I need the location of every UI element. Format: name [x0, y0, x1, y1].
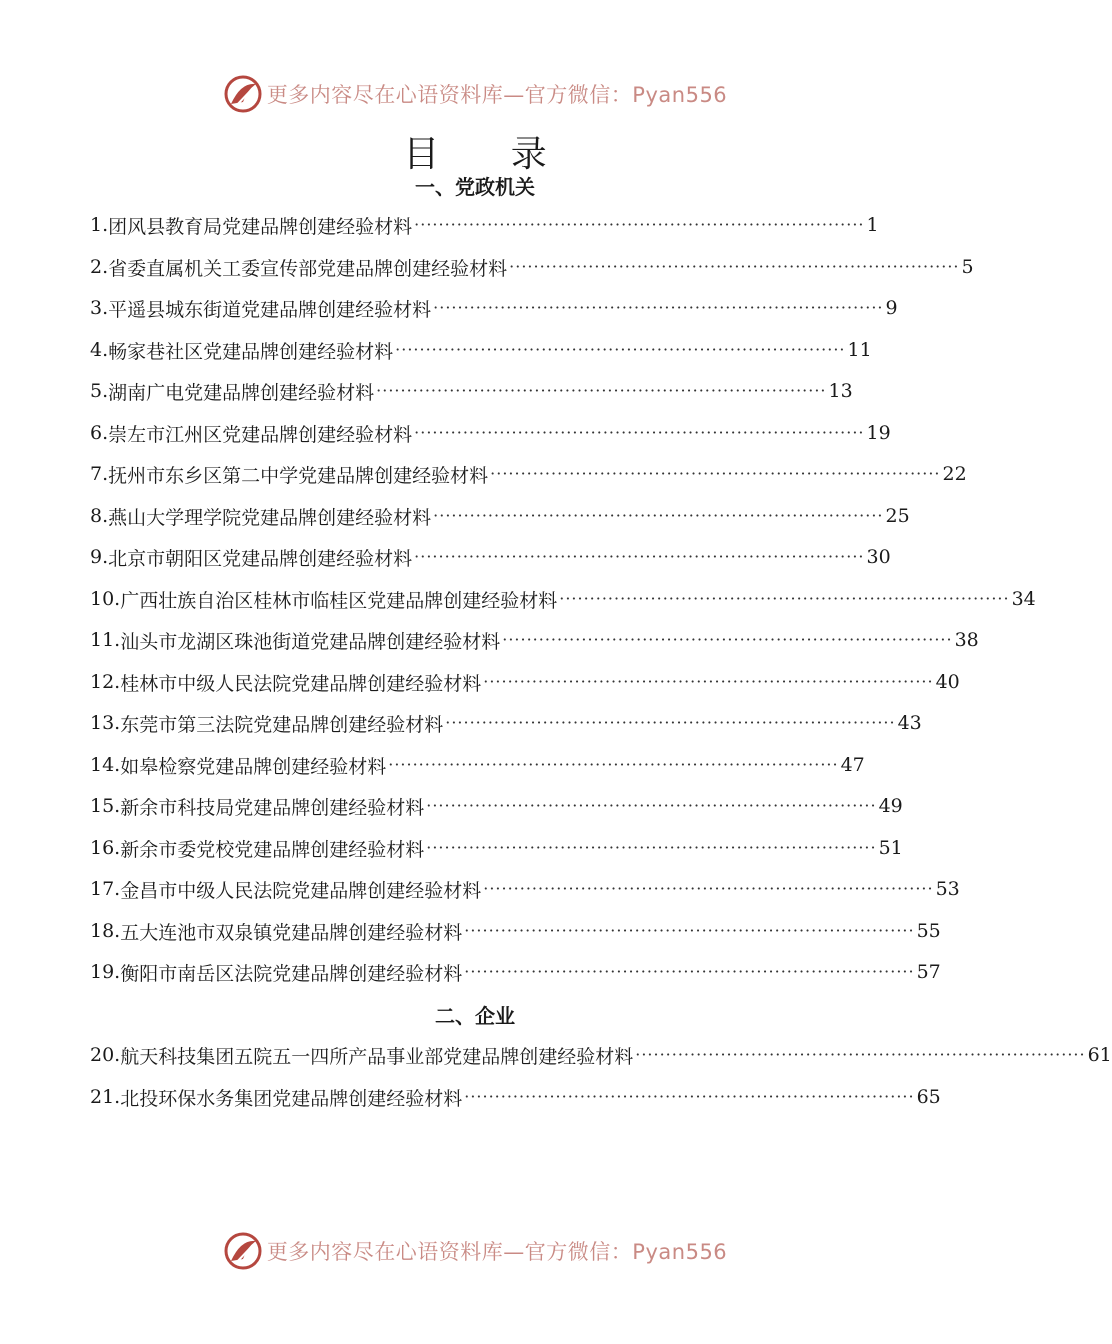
- toc-entry-page: 57: [916, 961, 941, 983]
- toc-entry-number: 19.: [90, 961, 121, 983]
- toc-entry-page: 47: [840, 754, 865, 776]
- toc-entry-page: 13: [828, 380, 853, 402]
- toc-entry[interactable]: [90, 1082, 941, 1112]
- toc-entry-title: 燕山大学理学院党建品牌创建经验材料: [108, 506, 432, 529]
- toc-leader-dots: ··········································································: [414, 215, 865, 234]
- toc-leader-dots: ··········································································: [559, 589, 1010, 608]
- toc-leader-dots: ··········································································: [414, 423, 865, 442]
- toc-entry-page: 30: [866, 546, 891, 568]
- toc-entry-number: 5.: [90, 380, 109, 402]
- toc-entry[interactable]: [90, 584, 1036, 614]
- toc-entry-title: 桂林市中级人民法院党建品牌创建经验材料: [120, 672, 482, 695]
- toc-entry[interactable]: [90, 874, 960, 904]
- toc-entry-number: 14.: [90, 754, 121, 776]
- toc-leader-dots: ··········································································: [483, 672, 934, 691]
- toc-entry-title: 东莞市第三法院党建品牌创建经验材料: [120, 713, 444, 736]
- toc-entry-number: 15.: [90, 795, 121, 817]
- toc-entry-page: 5: [961, 256, 974, 278]
- toc-entry-title: 如皋检察党建品牌创建经验材料: [120, 755, 387, 778]
- toc-leader-dots: ··········································································: [635, 1045, 1086, 1064]
- toc-entry-page: 11: [847, 339, 872, 361]
- toc-entry-number: 8.: [90, 505, 109, 527]
- toc-entry-title: 汕头市龙湖区珠池街道党建品牌创建经验材料: [120, 630, 501, 653]
- section-heading-enterprise: 二、企业: [435, 1004, 515, 1028]
- toc-leader-dots: ··········································································: [426, 838, 877, 857]
- toc-entry-page: 49: [878, 795, 903, 817]
- toc-entry[interactable]: [90, 376, 853, 406]
- toc-entry-title: 新余市委党校党建品牌创建经验材料: [120, 838, 425, 861]
- toc-entry[interactable]: [90, 542, 891, 572]
- toc-leader-dots: ··········································································: [464, 921, 915, 940]
- header-banner: [0, 72, 950, 116]
- footer-banner: [0, 1229, 950, 1273]
- page-title: 目 录: [403, 134, 577, 175]
- toc-entry[interactable]: [90, 625, 979, 655]
- toc-entry-title: 崇左市江州区党建品牌创建经验材料: [108, 423, 413, 446]
- toc-entry[interactable]: [90, 1040, 1112, 1070]
- toc-entry-number: 10.: [90, 588, 121, 610]
- toc-entry-number: 18.: [90, 920, 121, 942]
- toc-leader-dots: ··········································································: [483, 879, 934, 898]
- toc-entry-title: 团风县教育局党建品牌创建经验材料: [108, 215, 413, 238]
- footer-banner-text: 更多内容尽在心语资料库—官方微信：Pyan556: [266, 1240, 728, 1264]
- toc-entry-number: 6.: [90, 422, 109, 444]
- toc-entry[interactable]: [90, 501, 910, 531]
- logo-icon: [223, 74, 263, 114]
- toc-entry-title: 抚州市东乡区第二中学党建品牌创建经验材料: [108, 464, 489, 487]
- toc-entry-page: 25: [885, 505, 910, 527]
- toc-entry-number: 1.: [90, 214, 109, 236]
- toc-entry-number: 3.: [90, 297, 109, 319]
- toc-entry-page: 53: [935, 878, 960, 900]
- toc-entry-page: 38: [954, 629, 979, 651]
- toc-entry-number: 11.: [90, 629, 121, 651]
- toc-entry-number: 2.: [90, 256, 109, 278]
- toc-entry-title: 畅家巷社区党建品牌创建经验材料: [108, 340, 394, 363]
- toc-entry-page: 34: [1011, 588, 1036, 610]
- toc-entry-page: 51: [878, 837, 903, 859]
- toc-entry-page: 9: [885, 297, 898, 319]
- toc-leader-dots: ··········································································: [414, 547, 865, 566]
- toc-entry-page: 65: [916, 1086, 941, 1108]
- toc-entry-title: 衡阳市南岳区法院党建品牌创建经验材料: [120, 962, 463, 985]
- toc-entry-title: 北投环保水务集团党建品牌创建经验材料: [120, 1087, 463, 1110]
- toc-leader-dots: ··········································································: [426, 796, 877, 815]
- toc-entry[interactable]: [90, 335, 872, 365]
- toc-entry-number: 4.: [90, 339, 109, 361]
- toc-entry-number: 12.: [90, 671, 121, 693]
- toc-entry[interactable]: [90, 459, 967, 489]
- toc-entry[interactable]: [90, 708, 922, 738]
- toc-entry-page: 19: [866, 422, 891, 444]
- toc-entry-number: 9.: [90, 546, 109, 568]
- toc-entry-page: 22: [942, 463, 967, 485]
- toc-leader-dots: ··········································································: [509, 257, 960, 276]
- header-banner-text: 更多内容尽在心语资料库—官方微信：Pyan556: [266, 83, 728, 107]
- toc-leader-dots: ··········································································: [464, 1087, 915, 1106]
- toc-entry-page: 1: [866, 214, 879, 236]
- toc-leader-dots: ··········································································: [464, 962, 915, 981]
- toc-entry[interactable]: [90, 418, 891, 448]
- toc-entry-number: 13.: [90, 712, 121, 734]
- toc-entry-title: 北京市朝阳区党建品牌创建经验材料: [108, 547, 413, 570]
- toc-leader-dots: ··········································································: [395, 340, 846, 359]
- toc-entry[interactable]: [90, 252, 974, 282]
- toc-entry-title: 新余市科技局党建品牌创建经验材料: [120, 796, 425, 819]
- toc-entry-title: 金昌市中级人民法院党建品牌创建经验材料: [120, 879, 482, 902]
- section-heading-government: 一、党政机关: [415, 175, 535, 199]
- toc-entry[interactable]: [90, 957, 941, 987]
- toc-leader-dots: ··········································································: [502, 630, 953, 649]
- toc-entry-number: 17.: [90, 878, 121, 900]
- toc-entry-number: 7.: [90, 463, 109, 485]
- toc-entry-number: 20.: [90, 1044, 121, 1066]
- toc-leader-dots: ··········································································: [433, 506, 884, 525]
- toc-entry-page: 55: [916, 920, 941, 942]
- toc-entry[interactable]: [90, 293, 898, 323]
- toc-entry[interactable]: [90, 667, 960, 697]
- toc-entry-title: 航天科技集团五院五一四所产品事业部党建品牌创建经验材料: [120, 1045, 634, 1068]
- toc-entry-title: 广西壮族自治区桂林市临桂区党建品牌创建经验材料: [120, 589, 558, 612]
- toc-entry-title: 五大连池市双泉镇党建品牌创建经验材料: [120, 921, 463, 944]
- toc-entry-number: 16.: [90, 837, 121, 859]
- toc-entry-title: 湖南广电党建品牌创建经验材料: [108, 381, 375, 404]
- toc-entry-number: 21.: [90, 1086, 121, 1108]
- toc-leader-dots: ··········································································: [376, 381, 827, 400]
- toc-entry[interactable]: [90, 833, 903, 863]
- toc-entry[interactable]: [90, 791, 903, 821]
- toc-entry-page: 43: [897, 712, 922, 734]
- toc-entry-page: 61: [1087, 1044, 1112, 1066]
- toc-leader-dots: ··········································································: [433, 298, 884, 317]
- toc-entry-title: 省委直属机关工委宣传部党建品牌创建经验材料: [108, 257, 508, 280]
- toc-entry-page: 40: [935, 671, 960, 693]
- toc-leader-dots: ··········································································: [388, 755, 839, 774]
- toc-entry[interactable]: [90, 916, 941, 946]
- toc-entry-title: 平遥县城东街道党建品牌创建经验材料: [108, 298, 432, 321]
- toc-entry[interactable]: [90, 750, 865, 780]
- toc-entry[interactable]: [90, 210, 879, 240]
- toc-leader-dots: ··········································································: [445, 713, 896, 732]
- toc-leader-dots: ··········································································: [490, 464, 941, 483]
- logo-icon: [223, 1231, 263, 1271]
